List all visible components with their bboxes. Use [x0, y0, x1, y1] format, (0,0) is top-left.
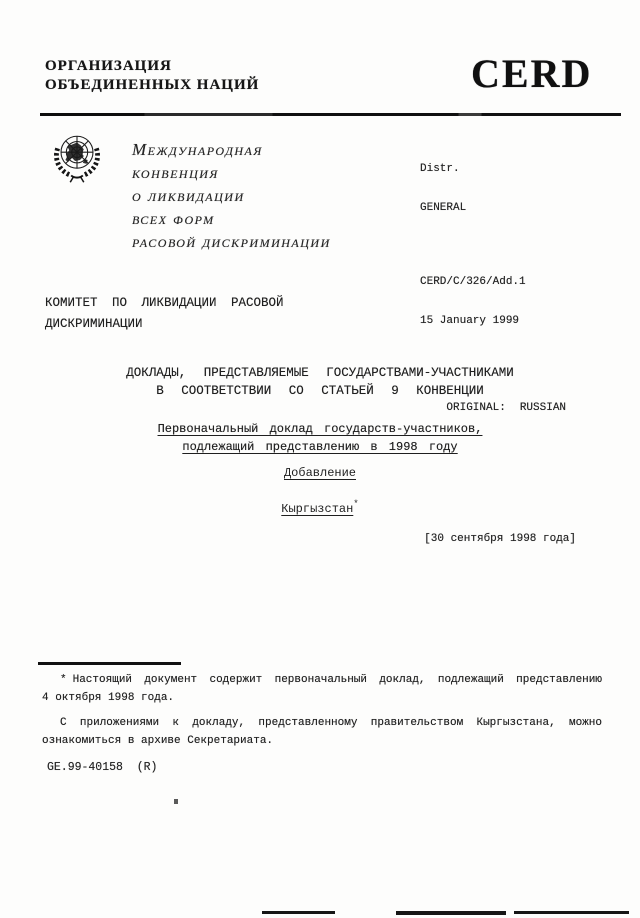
org-name-line1: ОРГАНИЗАЦИЯ [45, 58, 172, 74]
distr-label: Distr. [420, 163, 460, 175]
report-title-line1: ДОКЛАДЫ, ПРЕДСТАВЛЯЕМЫЕ ГОСУДАРСТВАМИ-УЧАСТНИКАМИ [126, 366, 514, 380]
footnote1-line1 [42, 673, 602, 688]
spacer [420, 241, 566, 250]
footnote-separator [38, 662, 181, 665]
committee-line2: ДИСКРИМИНАЦИИ [45, 317, 143, 331]
convention-line: Международная [132, 140, 263, 159]
report-subtitle-line1: Первоначальный доклад государств-участников, [157, 422, 483, 436]
footnote1-line2: 4 октября 1998 года. [42, 692, 175, 704]
org-header [45, 57, 259, 95]
original-label: ORIGINAL: [446, 402, 506, 414]
country-heading [0, 499, 640, 516]
country-name: Кыргызстан [281, 502, 354, 516]
convention-title [132, 138, 331, 253]
distr-value: GENERAL [420, 202, 467, 214]
convention-line: расовой дискриминации [132, 232, 331, 251]
spacer [420, 354, 566, 363]
convention-line: конвенция [132, 163, 219, 182]
received-date: [30 сентября 1998 года] [424, 533, 576, 545]
footnote1-text: Настоящий документ содержит первоначальный доклад, подлежащий представлению [72, 674, 602, 686]
doc-symbol-large: CERD [471, 51, 593, 96]
committee-heading [45, 293, 284, 335]
scan-artifact [262, 911, 335, 914]
convention-line: всех форм [132, 209, 215, 228]
footnote2-line1: С приложениями к докладу, представленному правительством Кыргызстана, можно [60, 717, 602, 729]
doc-number: CERD/C/326/Add.1 [420, 276, 526, 288]
addendum-label: Добавление [283, 466, 356, 480]
report-subtitle-line2: подлежащий представлению в 1998 году [182, 439, 458, 454]
report-title-line2: В СООТВЕТСТВИИ СО СТАТЬЕЙ 9 КОНВЕНЦИИ [156, 384, 484, 398]
addendum-heading [0, 466, 640, 480]
org-name-line2: ОБЪЕДИНЕННЫХ НАЦИЙ [45, 77, 260, 93]
country-footnote-mark: * [353, 499, 359, 509]
committee-line1: КОМИТЕТ ПО ЛИКВИДАЦИИ РАСОВОЙ [45, 296, 284, 310]
scan-artifact [514, 911, 629, 914]
ge-document-number: GE.99-40158 (R) [47, 761, 158, 774]
report-title [0, 364, 640, 400]
un-emblem-icon [46, 126, 108, 192]
scan-artifact [396, 911, 506, 915]
footnote2-line2: ознакомиться в архиве Секретариата. [42, 735, 274, 747]
report-subtitle [0, 421, 640, 456]
scan-speck [174, 799, 178, 804]
footnote1-mark: * [60, 674, 67, 686]
original-value: RUSSIAN [519, 402, 567, 414]
doc-date: 15 January 1999 [420, 315, 520, 327]
convention-line: о ликвидации [132, 186, 245, 205]
header-rule [40, 113, 621, 116]
